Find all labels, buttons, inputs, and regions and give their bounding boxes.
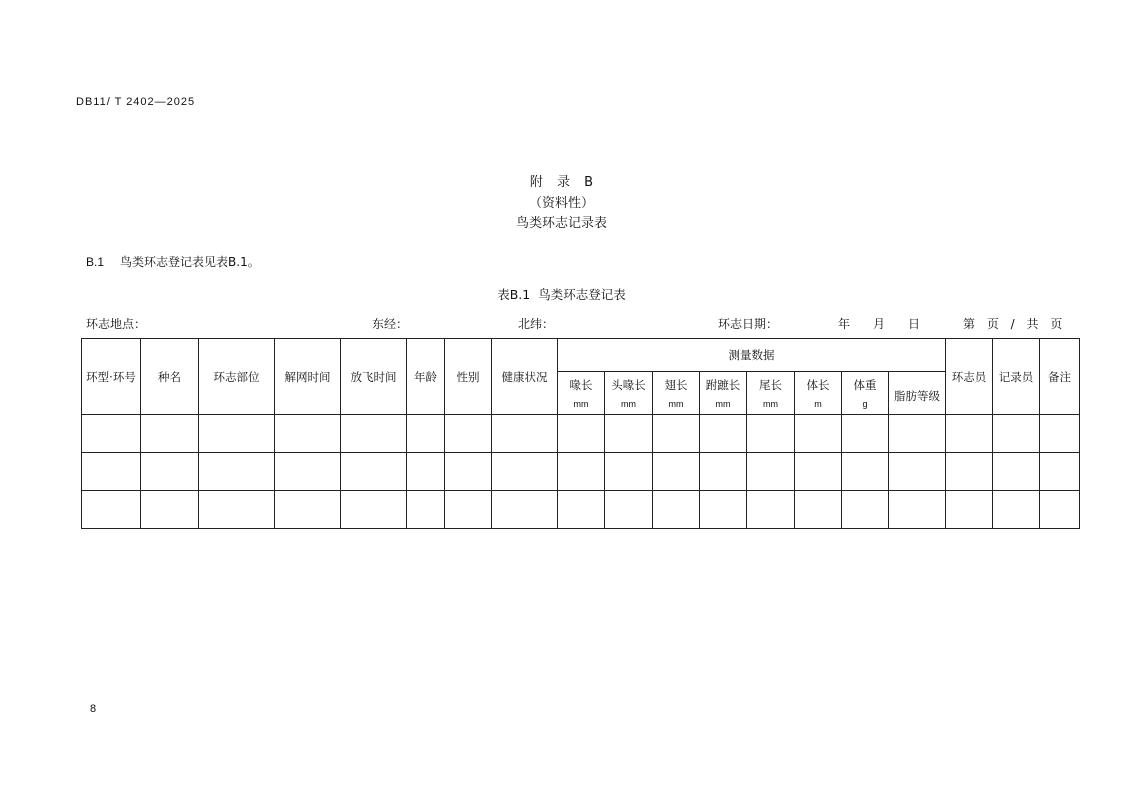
bird-banding-register-table [81, 338, 1080, 529]
header-ring-type: 环型·环号 [82, 339, 141, 415]
header-bander: 环志员 [946, 339, 993, 415]
unit-label: mm [715, 399, 731, 409]
appendix-nature: （资料性） [528, 196, 594, 211]
document-code: DB11/ T 2402—2025 [76, 96, 196, 108]
measure-tail-length: 尾长 mm [747, 372, 795, 415]
measure-body-length: 体长 m [795, 372, 842, 415]
table-row [82, 491, 1080, 529]
clause-b1 [86, 253, 260, 270]
header-net-time: 解网时间 [275, 339, 341, 415]
field-longitude-label: 东经： [372, 317, 409, 331]
unit-label: mm [573, 399, 589, 409]
unit-label: g [862, 399, 868, 409]
clause-number: B.1 [86, 255, 105, 269]
table-row [82, 415, 1080, 453]
header-remarks: 备注 [1040, 339, 1080, 415]
form-header-fields [86, 315, 1076, 333]
field-location-label: 环志地点： [86, 317, 147, 331]
field-date-label: 环志日期： [718, 317, 779, 331]
table-caption [0, 285, 1123, 303]
measure-body-weight: 体重 g [842, 372, 889, 415]
header-age: 年龄 [407, 339, 445, 415]
field-page-label: 第 页 / 共 页 [963, 317, 1063, 331]
measure-fat-level: 脂肪等级 [889, 372, 946, 415]
measure-wing-length: 翅长 mm [653, 372, 700, 415]
header-release-time: 放飞时间 [341, 339, 407, 415]
field-latitude-label: 北纬： [518, 317, 555, 331]
unit-label: mm [763, 399, 778, 409]
table-caption-text: 鸟类环志登记表 [538, 287, 626, 302]
header-measurement: 测量数据 [558, 339, 946, 372]
unit-label: mm [621, 399, 636, 409]
measure-head-bill-length: 头喙长 mm [605, 372, 653, 415]
measure-tarsus-length: 跗蹠长 mm [700, 372, 747, 415]
unit-label: mm [668, 399, 684, 409]
header-sex: 性别 [445, 339, 492, 415]
header-ring-position: 环志部位 [199, 339, 275, 415]
clause-text: 鸟类环志登记表见表B.1。 [120, 255, 260, 269]
table-caption-number: 表B.1 [497, 287, 531, 302]
field-day-label: 日 [908, 317, 921, 331]
page-number: 8 [90, 703, 97, 715]
table-row [82, 453, 1080, 491]
header-species: 种名 [141, 339, 199, 415]
header-recorder: 记录员 [993, 339, 1040, 415]
appendix-name: 鸟类环志记录表 [515, 216, 607, 231]
field-month-label: 月 [873, 317, 886, 331]
unit-label: m [814, 399, 822, 409]
field-year-label: 年 [838, 317, 851, 331]
header-health: 健康状况 [492, 339, 558, 415]
appendix-title: 附 录 B [529, 175, 594, 190]
measure-bill-length: 喙长 mm [558, 372, 605, 415]
